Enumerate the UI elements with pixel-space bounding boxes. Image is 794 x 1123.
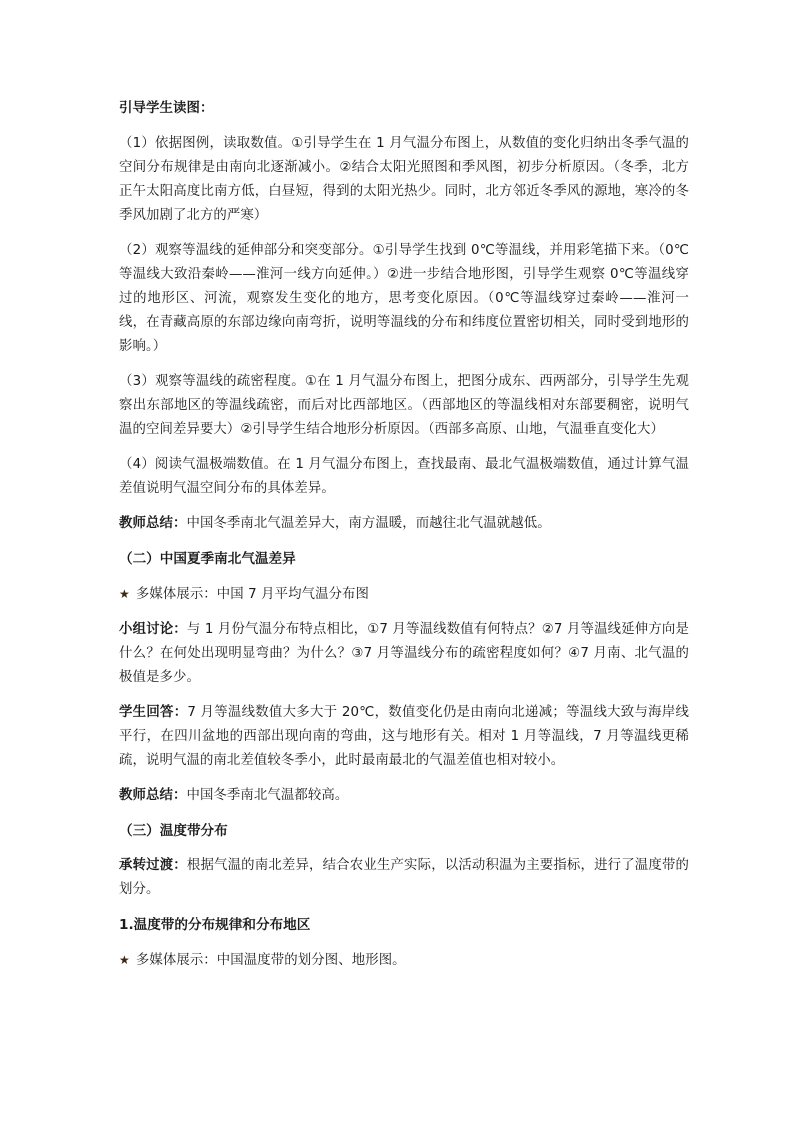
transition-text: 根据气温的南北差异，结合农业生产实际，以活动积温为主要指标，进行了温度带的划分。 (119, 858, 690, 897)
paragraph-1: （1）依据图例，读取数值。①引导学生在 1 月气温分布图上，从数值的变化归纳出冬季气温的空间分布规律是由南向北逐渐减小。②结合太阳光照图和季风图，初步分析原因。（冬季，北方正午太阳高度比南方低，白昼短，得到的太阳光热少。同时，北方邻近冬季风的源地，寒冷的冬季风加剧了北方的严寒） (119, 136, 689, 223)
star-icon: ★ (119, 953, 130, 967)
media-display-1 (119, 582, 689, 607)
answer-text: 7 月等温线数值大多大于 20℃，数值变化仍是由南向北递减；等温线大致与海岸线平行，在四川盆地的西部出现向南的弯曲，这与地形有关。相对 1 月等温线，7 月等温线更稀疏，说明气温的南北差值较冬季小，此时最南最北的气温差值也相对较小。 (119, 705, 689, 768)
discussion-lead: 小组讨论： (119, 622, 187, 637)
paragraph-4: （4）阅读气温极端数值。在 1 月气温分布图上，查找最南、最北气温极端数值，通过计算气温差值说明气温空间分布的具体差异。 (119, 457, 689, 496)
document-page (119, 97, 689, 984)
media-display-2 (119, 948, 689, 973)
section-2-title: （二）中国夏季南北气温差异 (119, 551, 296, 567)
summary-1-text: 中国冬季南北气温差异大，南方温暖，而越往北气温就越低。 (186, 516, 551, 531)
summary-2-lead: 教师总结： (119, 788, 187, 803)
summary-1-lead: 教师总结： (119, 516, 187, 531)
transition (119, 854, 689, 902)
summary-2-text: 中国冬季南北气温都较高。 (186, 788, 349, 803)
group-discussion (119, 618, 689, 690)
media-2-text: 多媒体展示：中国温度带的划分图、地形图。 (135, 953, 406, 968)
teacher-summary-2 (119, 784, 689, 808)
paragraph-2: （2）观察等温线的延伸部分和突变部分。①引导学生找到 0℃等温线，并用彩笔描下来。（0℃等温线大致沿秦岭——淮河一线方向延伸。）②进一步结合地形图，引导学生观察 0℃等温线穿过的地形区、河流，观察发生变化的地方，思考变化原因。（0℃等温线穿过秦岭——淮河一线，在青藏高原的东部边缘向南弯折，说明等温线的分布和纬度位置密切相关，同时受到地形的影响。） (119, 243, 689, 354)
transition-lead: 承转过渡： (119, 858, 187, 873)
media-1-text: 多媒体展示：中国 7 月平均气温分布图 (135, 587, 370, 602)
answer-lead: 学生回答： (119, 705, 188, 720)
teacher-summary-1 (119, 512, 689, 536)
paragraph-3: （3）观察等温线的疏密程度。①在 1 月气温分布图上，把图分成东、西两部分，引导学生先观察出东部地区的等温线疏密，而后对比西部地区。（西部地区的等温线相对东部要稠密，说明气温的空间差异要大）②引导学生结合地形分析原因。（西部多高原、山地，气温垂直变化大） (119, 374, 689, 437)
subsection-1-title: 1.温度带的分布规律和分布地区 (119, 917, 311, 933)
discussion-text: 与 1 月份气温分布特点相比，①7 月等温线数值有何特点？②7 月等温线延伸方向是什么？在何处出现明显弯曲？为什么？③7 月等温线分布的疏密程度如何？④7 月南、北气温的极值是多少。 (119, 622, 689, 685)
section-3-title: （三）温度带分布 (119, 823, 228, 839)
student-answer (119, 701, 689, 773)
star-icon: ★ (119, 587, 130, 601)
intro-heading: 引导学生读图： (119, 101, 214, 116)
